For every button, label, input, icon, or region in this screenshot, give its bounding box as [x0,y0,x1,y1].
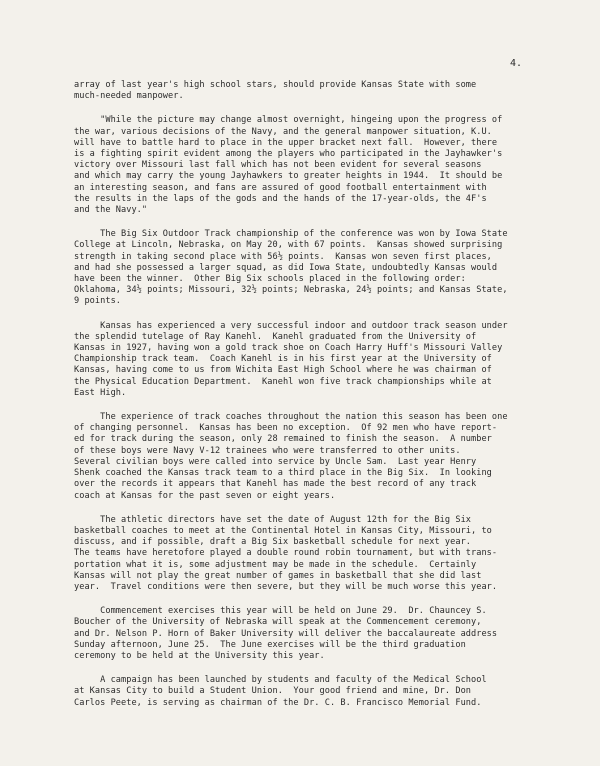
text-line: The experience of track coaches throughout the nation this season has been one [74,412,508,423]
text-line: of changing personnel. Kansas has been no exception. Of 92 men who have report- [74,423,498,434]
text-line: Oklahoma, 34½ points; Missouri, 32½ points; Nebraska, 24½ points; and Kansas State, [74,285,508,296]
body-text [74,80,534,722]
text-line: and Dr. Nelson P. Horn of Baker University will deliver the baccalaureate address [74,628,498,639]
text-line: The Big Six Outdoor Track championship of the conference was won by Iowa State [74,229,508,240]
text-line: array of last year's high school stars, should provide Kansas State with some [74,80,477,90]
text-line: College at Lincoln, Nebraska, on May 20, with 67 points. Kansas showed surprising [74,240,503,251]
paragraph [74,675,534,709]
text-line: Championship track team. Coach Kanehl is in his first year at the University of [74,354,492,365]
text-line: an interesting season, and fans are assured of good football entertainment with [74,182,487,193]
paragraph [74,80,534,102]
text-line: strength in taking second place with 56½ points. Kansas won seven first places, [74,251,492,262]
text-line: 9 points. [74,296,122,307]
text-line: the results in the laps of the gods and the hands of the 17-year-olds, the 4F's [74,193,487,204]
page-number: 4. [509,58,522,69]
text-line: portation what it is, some adjustment may be made in the schedule. Certainly [74,559,477,570]
text-line: Kansas has experienced a very successful indoor and outdoor track season under [74,320,508,331]
text-line: the splendid tutelage of Ray Kanehl. Kanehl graduated from the University of [74,331,477,342]
paragraph [74,115,534,216]
paragraph [74,229,534,307]
text-line: Boucher of the University of Nebraska will speak at the Commencement ceremony, [74,617,482,628]
text-line: over the records it appears that Kanehl has made the best record of any track [74,479,477,490]
text-line: the war, various decisions of the Navy, and the general manpower situation, K.U. [74,126,492,137]
paragraph [74,321,534,399]
text-line: The teams have heretofore played a double round robin tournament, but with trans- [74,548,498,559]
text-line: the Physical Education Department. Kanehl won five track championships while at [74,376,492,387]
text-line: A campaign has been launched by students and faculty of the Medical School [74,675,487,686]
text-line: victory over Missouri last fall which has not been evident for several seasons [74,160,482,171]
text-line: of these boys were Navy V-12 trainees who were transferred to other units. [74,445,461,456]
text-line: "While the picture may change almost overnight, hingeing upon the progress of [74,115,503,126]
text-line: The athletic directors have set the date of August 12th for the Big Six [74,514,472,525]
text-line: Kansas will not play the great number of games in basketball that she did last [74,570,482,581]
paragraph [74,412,534,502]
text-line: is a fighting spirit evident among the players who participated in the Jayhawker's [74,149,503,160]
text-line: basketball coaches to meet at the Continental Hotel in Kansas City, Missouri, to [74,525,492,536]
text-line: East High. [74,387,127,398]
text-line: Kansas, having come to us from Wichita East High School where he was chairman of [74,365,492,376]
paragraph [74,515,534,593]
text-line: discuss, and if possible, draft a Big Six basketball schedule for next year. [74,537,472,548]
text-line: have been the winner. Other Big Six schools placed in the following order: [74,274,466,285]
text-line: at Kansas City to build a Student Union. Your good friend and mine, Dr. Don [74,686,472,697]
text-line: ceremony to be held at the University this year. [74,650,325,661]
text-line: Commencement exercises this year will be held on June 29. Dr. Chauncey S. [74,606,487,617]
text-line: Several civilian boys were called into service by Uncle Sam. Last year Henry [74,456,477,467]
paragraph [74,606,534,662]
text-line: coach at Kansas for the past seven or eight years. [74,490,336,501]
text-line: much-needed manpower. [74,91,184,102]
text-line: and had she possessed a larger squad, as did Iowa State, undoubtedly Kansas would [74,262,498,273]
text-line: Carlos Peete, is serving as chairman of the Dr. C. B. Francisco Memorial Fund. [74,697,482,708]
text-line: and which may carry the young Jayhawkers to greater heights in 1944. It should be [74,171,503,182]
text-line: Kansas in 1927, having won a gold track shoe on Coach Harry Huff's Missouri Valley [74,343,503,354]
text-line: year. Travel conditions were then severe, but they will be much worse this year. [74,581,498,592]
text-line: Sunday afternoon, June 25. The June exercises will be the third graduation [74,639,466,650]
text-line: and the Navy." [74,205,148,216]
text-line: ed for track during the season, only 28 remained to finish the season. A number [74,434,492,445]
text-line: will have to battle hard to place in the upper bracket next fall. However, there [74,137,498,148]
text-line: Shenk coached the Kansas track team to a third place in the Big Six. In looking [74,468,492,479]
